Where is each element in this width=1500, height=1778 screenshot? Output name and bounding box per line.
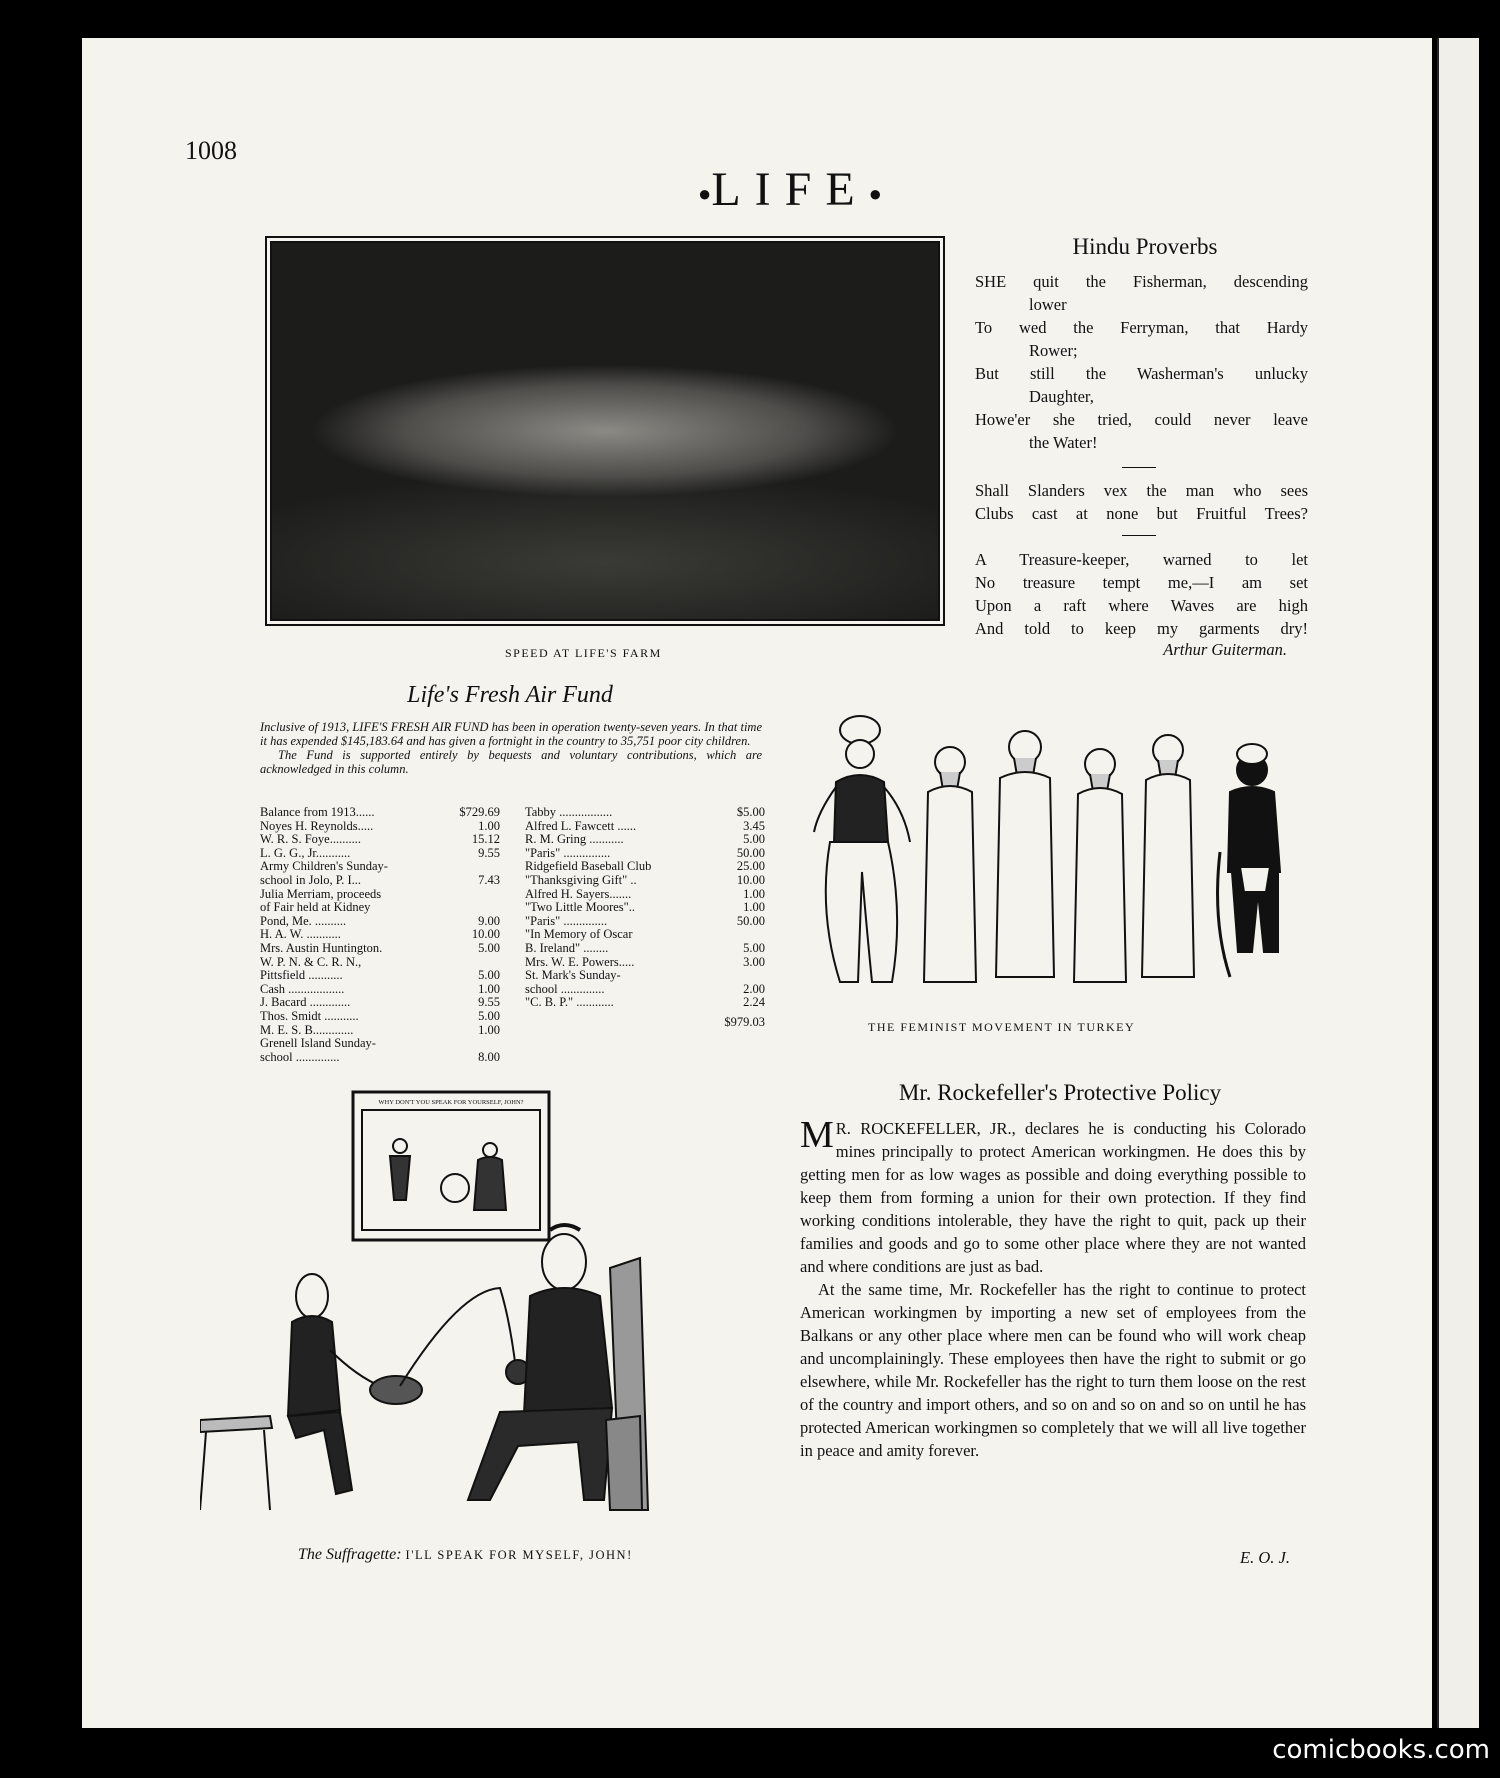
ledger-entry — [260, 956, 500, 970]
fund-ledger-left — [260, 806, 500, 1064]
ledger-entry-name: Julia Merriam, proceeds — [260, 886, 382, 901]
poem-line: Clubs cast at none but Fruitful Trees? — [975, 504, 1308, 523]
ledger-entry-amount: 2.00 — [743, 981, 765, 996]
ledger-entry-name: L. G. G., Jr........... — [260, 845, 351, 860]
ledger-entry — [260, 928, 500, 942]
framed-picture-caption: WHY DON'T YOU SPEAK FOR YOURSELF, JOHN? — [378, 1099, 524, 1106]
ledger-entry-name: of Fair held at Kidney — [260, 900, 371, 915]
farm-photo — [265, 236, 945, 626]
feminist-movement-cartoon — [800, 692, 1310, 1002]
ledger-entry-amount: 9.55 — [478, 995, 500, 1010]
ledger-entry — [525, 874, 765, 888]
suffragette-caption — [298, 1546, 633, 1564]
masthead-title: LIFE — [711, 163, 869, 216]
ledger-entry-amount: 1.00 — [478, 818, 500, 833]
proverb-stanza-3 — [975, 548, 1308, 640]
ledger-entry-name: Alfred H. Sayers....... — [525, 886, 632, 901]
ledger-entry-name: school in Jolo, P. I... — [260, 872, 362, 887]
ledger-entry — [525, 928, 765, 942]
ledger-entry — [525, 888, 765, 902]
ledger-entry-amount: 10.00 — [736, 872, 765, 887]
masthead: ●LIFE● — [698, 163, 882, 216]
ledger-entry — [260, 996, 500, 1010]
ledger-entry-amount: 1.00 — [743, 886, 765, 901]
ledger-entry — [260, 820, 500, 834]
fresh-air-fund-title: Life's Fresh Air Fund — [407, 682, 613, 708]
ledger-entry-name: Alfred L. Fawcett ...... — [525, 818, 637, 833]
ledger-entry-name: "Paris" ............... — [525, 845, 611, 860]
hindu-proverbs-title: Hindu Proverbs — [1072, 234, 1218, 259]
poem-line: A Treasure-keeper, warned to let — [975, 550, 1308, 569]
ledger-entry — [260, 806, 500, 820]
ledger-entry-amount: $5.00 — [736, 805, 765, 819]
ledger-entry — [260, 1051, 500, 1065]
ledger-entry — [525, 983, 765, 997]
fund-intro-paragraph: Inclusive of 1913, LIFE'S FRESH AIR FUND has been in operation twenty-seven years. In that time it has expended $145,183.64 and has given a fortnight in the country to 35,751 poor city children. — [260, 720, 762, 748]
proverb-stanza-2 — [975, 479, 1308, 525]
ledger-entry-name: W. P. N. & C. R. N., — [260, 954, 362, 969]
ledger-entry-name: Mrs. W. E. Powers..... — [525, 954, 635, 969]
poem-line: Daughter, — [1029, 387, 1094, 406]
ledger-entry-name: B. Ireland" ........ — [525, 940, 609, 955]
ledger-entry-name: Grenell Island Sunday- — [260, 1036, 376, 1051]
poem-line: To wed the Ferryman, that Hardy — [975, 318, 1308, 337]
ledger-entry — [525, 901, 765, 915]
ledger-entry — [260, 901, 500, 915]
ledger-entry-name: Pittsfield ........... — [260, 968, 343, 983]
ledger-entry — [525, 996, 765, 1010]
ledger-entry-name: school .............. — [525, 981, 605, 996]
ledger-entry — [525, 860, 765, 874]
ledger-entry — [525, 969, 765, 983]
stanza-divider — [1122, 535, 1156, 536]
ledger-entry-name: Thos. Smidt ........... — [260, 1008, 359, 1023]
ledger-entry-name: St. Mark's Sunday- — [525, 968, 621, 983]
ledger-entry-name: "Thanksgiving Gift" .. — [525, 872, 637, 887]
ledger-entry-name: Pond, Me. .......... — [260, 913, 347, 928]
ledger-entry — [260, 874, 500, 888]
ledger-entry — [525, 806, 765, 820]
ledger-entry-name: H. A. W. ........... — [260, 927, 341, 942]
ledger-entry-amount: 5.00 — [478, 940, 500, 955]
poem-line: Upon a raft where Waves are high — [975, 596, 1308, 615]
fund-ledger-right — [525, 806, 765, 1030]
ledger-entry-amount: 1.00 — [478, 981, 500, 996]
poem-line: No treasure tempt me,—I am set — [975, 573, 1308, 592]
ledger-entry — [260, 1037, 500, 1051]
poem-line: lower — [1029, 295, 1067, 314]
ledger-entry-name: Balance from 1913...... — [260, 805, 375, 819]
turkey-cartoon-caption: THE FEMINIST MOVEMENT IN TURKEY — [868, 1020, 1136, 1034]
rockefeller-article-body — [800, 1114, 1306, 1462]
ledger-entry-amount: 3.00 — [743, 954, 765, 969]
ledger-entry-name: school .............. — [260, 1049, 340, 1064]
ledger-total: $979.03 — [724, 1014, 765, 1029]
ledger-entry-amount: $729.69 — [459, 805, 500, 819]
ledger-entry-amount: 7.43 — [478, 872, 500, 887]
ledger-entry-amount: 1.00 — [478, 1022, 500, 1037]
ledger-entry-amount: 25.00 — [736, 859, 765, 874]
ledger-entry-amount: 1.00 — [743, 900, 765, 915]
ledger-entry-name: "In Memory of Oscar — [525, 927, 633, 942]
ledger-entry-name: "C. B. P." ............ — [525, 995, 614, 1010]
article-signature: E. O. J. — [1240, 1548, 1290, 1567]
ledger-entry — [260, 860, 500, 874]
ledger-entry — [260, 915, 500, 929]
ledger-entry-name: R. M. Gring ........... — [525, 832, 624, 847]
farm-photo-image — [270, 241, 940, 621]
proverbs-author: Arthur Guiterman. — [1163, 640, 1287, 659]
ledger-entry-name: Cash .................. — [260, 981, 345, 996]
stanza-divider — [1122, 467, 1156, 468]
drop-cap: M — [800, 1114, 834, 1156]
ledger-entry — [525, 847, 765, 861]
article-paragraph-text: R. ROCKEFELLER, JR., declares he is conducting his Colorado mines principally to protect American workingmen. He does this by getting men for as low wages as possible and doing everything possible to keep them from forming a union for their own protection. If they find working conditions intolerable, they have the right to quit, pack up their families and goods and go to some other place where they are not wanted and where conditions are just as bad. — [800, 1119, 1306, 1276]
rockefeller-article-title: Mr. Rockefeller's Protective Policy — [898, 1080, 1222, 1105]
fresh-air-fund-intro — [260, 720, 762, 776]
ledger-entry — [260, 833, 500, 847]
caption-speaker: The Suffragette: — [298, 1546, 402, 1563]
suffragette-cartoon — [200, 1090, 740, 1535]
ledger-entry-name: M. E. S. B............. — [260, 1022, 354, 1037]
ledger-entry-amount: 5.00 — [478, 1008, 500, 1023]
ledger-entry-name: Mrs. Austin Huntington. — [260, 940, 383, 955]
poem-line: And told to keep my garments dry! — [975, 619, 1308, 638]
ledger-entry — [260, 969, 500, 983]
ledger-entry-amount: 5.00 — [743, 832, 765, 847]
poem-line: Rower; — [1029, 341, 1078, 360]
ledger-entry-amount: 8.00 — [478, 1049, 500, 1064]
article-paragraph: At the same time, Mr. Rockefeller has the right to continue to protect American workingmen by importing a new set of employees from the Balkans or any other place where men can be found who will work cheap and uncomplainingly. These employees then have the right to submit or go elsewhere, while Mr. Rockefeller has the right to turn them loose on the rest of the country and import others, and so on and so on and so on until he has protected American workingmen so completely that we will all live together in peace and amity forever. — [800, 1280, 1306, 1460]
poem-line: Shall Slanders vex the man who sees — [975, 481, 1308, 500]
ledger-entry — [260, 983, 500, 997]
ledger-entry-name: "Two Little Moores".. — [525, 900, 636, 915]
ledger-entry — [260, 1010, 500, 1024]
ledger-entry-name: Ridgefield Baseball Club — [525, 859, 652, 874]
ledger-entry-name: "Paris" .............. — [525, 913, 608, 928]
ledger-entry — [525, 833, 765, 847]
ledger-entry — [260, 942, 500, 956]
caption-quote: I'LL SPEAK FOR MYSELF, JOHN! — [405, 1548, 633, 1562]
ledger-entry-name: Army Children's Sunday- — [260, 859, 388, 874]
poem-line: Howe'er she tried, could never leave — [975, 410, 1308, 429]
proverb-stanza-1 — [975, 270, 1308, 454]
adjacent-page-edge — [1437, 38, 1479, 1728]
ledger-entry — [525, 915, 765, 929]
poem-line: But still the Washerman's unlucky — [975, 364, 1308, 383]
ledger-entry — [525, 820, 765, 834]
ledger-entry — [260, 1024, 500, 1038]
ledger-entry-amount: 9.00 — [478, 913, 500, 928]
ledger-entry-amount: 5.00 — [478, 968, 500, 983]
ledger-entry-name: Tabby ................. — [525, 805, 613, 819]
ledger-entry-amount: 10.00 — [471, 927, 500, 942]
ledger-entry — [525, 956, 765, 970]
ledger-entry-amount: 5.00 — [743, 940, 765, 955]
article-paragraph — [800, 1114, 1306, 1278]
ledger-entry-amount: 9.55 — [478, 845, 500, 860]
watermark: comicbooks.com — [1272, 1735, 1490, 1765]
ledger-entry — [525, 942, 765, 956]
fund-intro-paragraph: The Fund is supported entirely by bequests and voluntary contributions, which are acknowledged in this column. — [260, 748, 762, 776]
ledger-entry-amount: 2.24 — [743, 995, 765, 1010]
ledger-entry-amount: 50.00 — [736, 913, 765, 928]
ledger-entry-name: Noyes H. Reynolds..... — [260, 818, 374, 833]
farm-photo-caption: SPEED AT LIFE'S FARM — [505, 646, 662, 660]
poem-line: SHE quit the Fisherman, descending — [975, 272, 1308, 291]
ledger-entry-name: W. R. S. Foye.......... — [260, 832, 361, 847]
ledger-entry — [260, 847, 500, 861]
ledger-entry-name: J. Bacard ............. — [260, 995, 351, 1010]
ledger-entry-amount: 50.00 — [736, 845, 765, 860]
poem-line: the Water! — [1029, 433, 1098, 452]
ledger-entry-amount: 15.12 — [471, 832, 500, 847]
ledger-entry — [260, 888, 500, 902]
ledger-entry-amount: 3.45 — [743, 818, 765, 833]
page-number: 1008 — [185, 136, 237, 165]
